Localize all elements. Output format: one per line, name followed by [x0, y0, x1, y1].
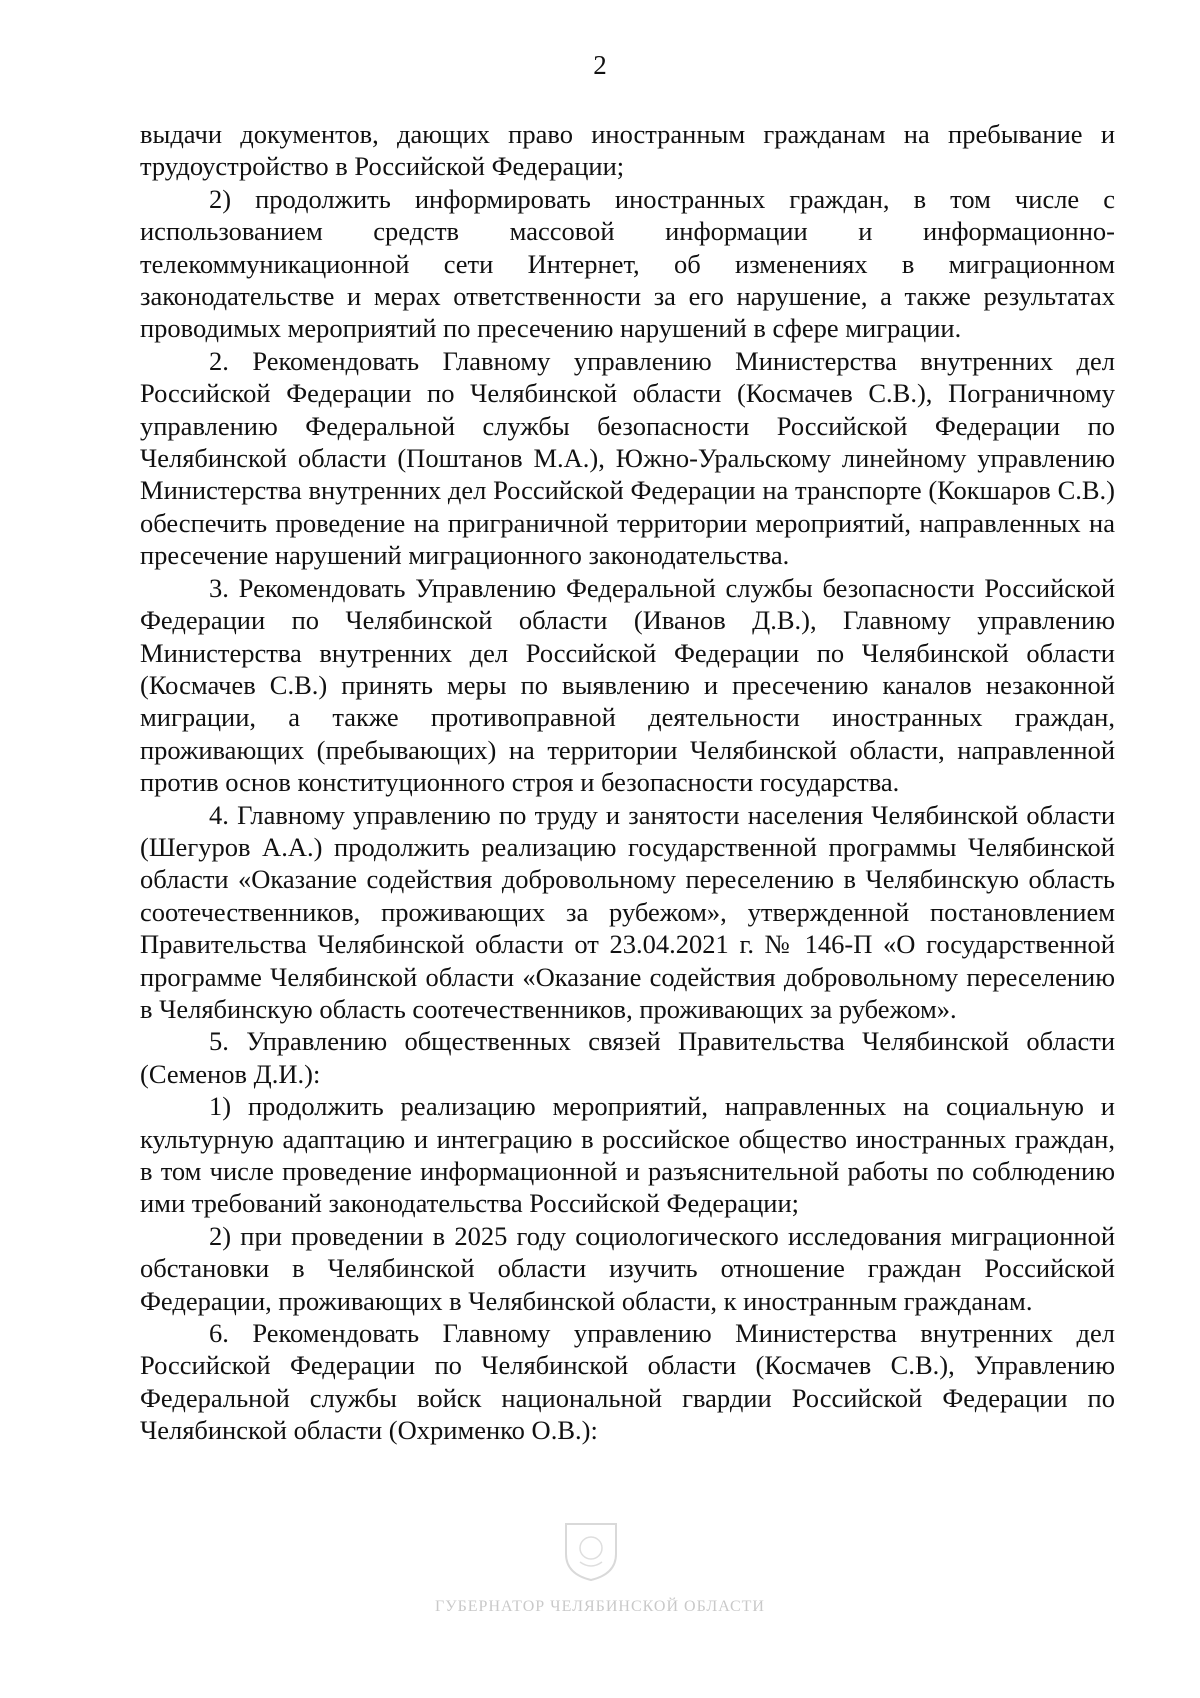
- paragraph-section-4: 4. Главному управлению по труду и занятости населения Челябинской области (Шегуров А.А.) продолжить реализацию государственной программы Челябинской области «Оказание содействия добровольному переселению в Челябинскую область соотечественников, проживающих за рубежом», утвержденной постановлением Правительства Челябинской области от 23.04.2021 г. № 146-П «О государственной программе Челябинской области «Оказание содействия добровольному переселению в Челябинскую область соотечественников, проживающих за рубежом».: [140, 799, 1115, 1024]
- paragraph-item-5-2: 2) при проведении в 2025 году социологического исследования миграционной обстановки в Челябинской области изучить отношение граждан Российской Федерации, проживающих в Челябинской области, к иностранным гражданам.: [140, 1220, 1115, 1316]
- document-body: [140, 118, 1115, 1447]
- coat-of-arms-stamp: [558, 1518, 624, 1584]
- paragraph-continuation: выдачи документов, дающих право иностранным гражданам на пребывание и трудоустройство в Российской Федерации;: [140, 119, 1115, 182]
- paragraph-section-2: 2. Рекомендовать Главному управлению Министерства внутренних дел Российской Федерации по Челябинской области (Космачев С.В.), Пограничному управлению Федеральной службы безопасности Российской Федерации по Челябинской области (Поштанов М.А.), Южно-Уральскому линейному управлению Министерства внутренних дел Российской Федерации на транспорте (Кокшаров С.В.) обеспечить проведение на приграничной территории мероприятий, направленных на пресечение нарушений миграционного законодательства.: [140, 345, 1115, 571]
- paragraph-section-5: 5. Управлению общественных связей Правительства Челябинской области (Семенов Д.И.):: [140, 1026, 1115, 1089]
- paragraph-item-5-1: 1) продолжить реализацию мероприятий, направленных на социальную и культурную адаптацию и интеграцию в российское общество иностранных граждан, в том числе проведение информационной и разъяснительной работы по соблюдению ими требований законодательства Российской Федерации;: [140, 1091, 1115, 1219]
- paragraph-section-3: 3. Рекомендовать Управлению Федеральной службы безопасности Российской Федерации по Челябинской области (Иванов Д.В.), Главному управлению Министерства внутренних дел Российской Федерации по Челябинской области (Космачев С.В.) принять меры по выявлению и пресечению каналов незаконной миграции, а также противоправной деятельности иностранных граждан, проживающих (пребывающих) на территории Челябинской области, направленной против основ конституционного строя и безопасности государства.: [140, 572, 1115, 798]
- page-number: 2: [593, 50, 607, 80]
- paragraph-item-1-2: 2) продолжить информировать иностранных граждан, в том числе с использованием средств массовой информации и информационно-телекоммуникационной сети Интернет, об изменениях в миграционном законодательстве и мерах ответственности за его нарушение, а также результатах проводимых мероприятий по пресечению нарушений в сфере миграции.: [140, 183, 1115, 344]
- paragraph-section-6: 6. Рекомендовать Главному управлению Министерства внутренних дел Российской Федерации по Челябинской области (Космачев С.В.), Управлению Федеральной службы войск национальной гвардии Российской Федерации по Челябинской области (Охрименко О.В.):: [140, 1318, 1115, 1446]
- footer-watermark: ГУБЕРНАТОР ЧЕЛЯБИНСКОЙ ОБЛАСТИ: [435, 1598, 765, 1615]
